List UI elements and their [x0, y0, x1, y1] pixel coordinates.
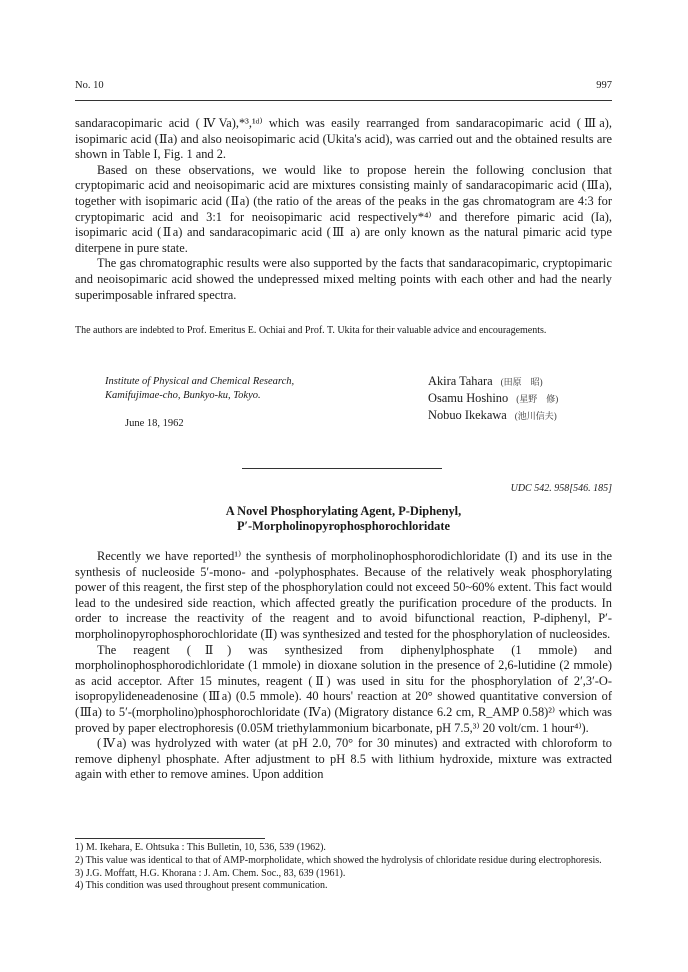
author [428, 373, 558, 390]
header-rule [75, 100, 612, 101]
paragraph: The reagent (Ⅱ) was synthesized from diphenylphosphate (1 mmole) and morpholinophosphorodichloridate (1 mmole) in dioxane solution in the presence of 2,6-lutidine (2 mmole) as acid acceptor. After 15 minutes, reagent (Ⅱ) was used in situ for the phosphorylation of 2′,3′-O-isopropylideneadenosine (Ⅲa) (0.5 mmole). 40 hours' reaction at 20° showed quantitative conversion of (Ⅲa) to 5′-(morpholino)phosphorochloridate (Ⅳa) (Migratory distance 6.2 cm, R_AMP 0.58)²⁾ which was proved by paper electrophoresis (0.05M triethylammonium bicarbonate, pH 7.5,³⁾ 20 volt/cm. 1 hour⁴⁾). [75, 642, 612, 735]
author-kanji: (池川信夫) [514, 411, 557, 421]
affiliation [105, 375, 294, 403]
footnote: 2) This value was identical to that of AMP-morpholidate, which showed the hydrolysis of chloridate residue during electrophoresis. [75, 854, 602, 866]
paragraph: (Ⅳa) was hydrolyzed with water (at pH 2.0, 70° for 30 minutes) and extracted with chloroform to remove diphenyl phosphate. After adjustment to pH 8.5 with lithium hydroxide, mixture was extracted again with ether to remove amines. Upon addition [75, 736, 612, 782]
paragraph: sandaracopimaric acid (ⅣVa),*³,¹ᵈ⁾ which was easily rearranged from sandaracopimaric acid (Ⅲa), isopimaric acid (Ⅱa) and also neoisopimaric acid (Ukita's acid), was carried out and the obtained results are shown in Table I, Fig. 1 and 2. [75, 116, 612, 162]
section-divider [242, 468, 442, 469]
author [428, 407, 558, 424]
author-name: Osamu Hoshino [428, 391, 509, 405]
footnotes [75, 842, 612, 893]
footnote: 4) This condition was used throughout present communication. [75, 880, 328, 892]
author-kanji: (星野 修) [516, 394, 559, 404]
paragraph: The gas chromatographic results were also supported by the facts that sandaracopimaric, cryptopimaric and neoisopimaric acid showed the undepressed mixed melting points with each other and had the nearly superimposable infrared spectra. [75, 256, 612, 302]
running-header [75, 80, 612, 100]
title-line: A Novel Phosphorylating Agent, P-Diphenyl, [225, 504, 462, 518]
article-text [75, 549, 612, 783]
author-name: Akira Tahara [428, 374, 493, 388]
issue-number: No. 10 [75, 80, 104, 91]
author-list [428, 373, 558, 424]
footnote: 3) J.G. Moffatt, H.G. Khorana : J. Am. Chem. Soc., 83, 639 (1961). [75, 867, 346, 879]
title-line: P′-Morpholinopyrophosphorochloridate [236, 519, 450, 533]
footnote-rule [75, 838, 265, 839]
previous-article-text [75, 116, 612, 303]
acknowledgement: The authors are indebted to Prof. Emeritus E. Ochiai and Prof. T. Ukita for their valuable advice and encouragements. [75, 325, 547, 336]
author-name: Nobuo Ikekawa [428, 408, 507, 422]
affiliation-line: Institute of Physical and Chemical Research, [105, 376, 295, 387]
paragraph: Recently we have reported¹⁾ the synthesis of morpholinophosphorodichloridate (I) and its use in the synthesis of nucleoside 5′-mono- and -polyphosphates. Because of the relatively weak phosphorylating power of this reagent, the first step of the phosphorylation could not exceed 50~60% extent. This fact would lead to the undesired side reaction, which affected greatly the purification procedure of the products. In order to increase the reactivity of the reagent and to avoid bifunctional reaction, P-diphenyl, P′-morpholinopyrophosphorochloridate (Ⅱ) was synthesized and tested for the phosphorylation of nucleosides. [75, 549, 612, 641]
author [428, 390, 558, 407]
udc-classification: UDC 542. 958[546. 185] [510, 483, 612, 494]
footnote: 1) M. Ikehara, E. Ohtsuka : This Bulletin, 10, 536, 539 (1962). [75, 842, 326, 853]
page-number: 997 [596, 80, 612, 91]
article-title [75, 504, 612, 534]
affiliation-line: Kamifujimae-cho, Bunkyo-ku, Tokyo. [105, 390, 261, 401]
received-date: June 18, 1962 [125, 418, 184, 429]
author-kanji: (田原 昭) [500, 377, 543, 387]
paragraph: Based on these observations, we would like to propose herein the following conclusion that cryptopimaric acid and neoisopimaric acid are mixtures consisting mainly of sandaracopimaric acid (Ⅲa), together with isopimaric acid (Ⅱa) (the ratio of the areas of the peaks in the gas chromatogram are 4:3 for cryptopimaric acid and 3:1 for neoisopimaric acid respectively*⁴⁾ and therefore pimaric acid (Ia), isopimaric acid (Ⅱa) and sandaracopimaric acid (Ⅲ a) are only known as the natural pimaric acid type diterpene in pure state. [75, 162, 612, 255]
